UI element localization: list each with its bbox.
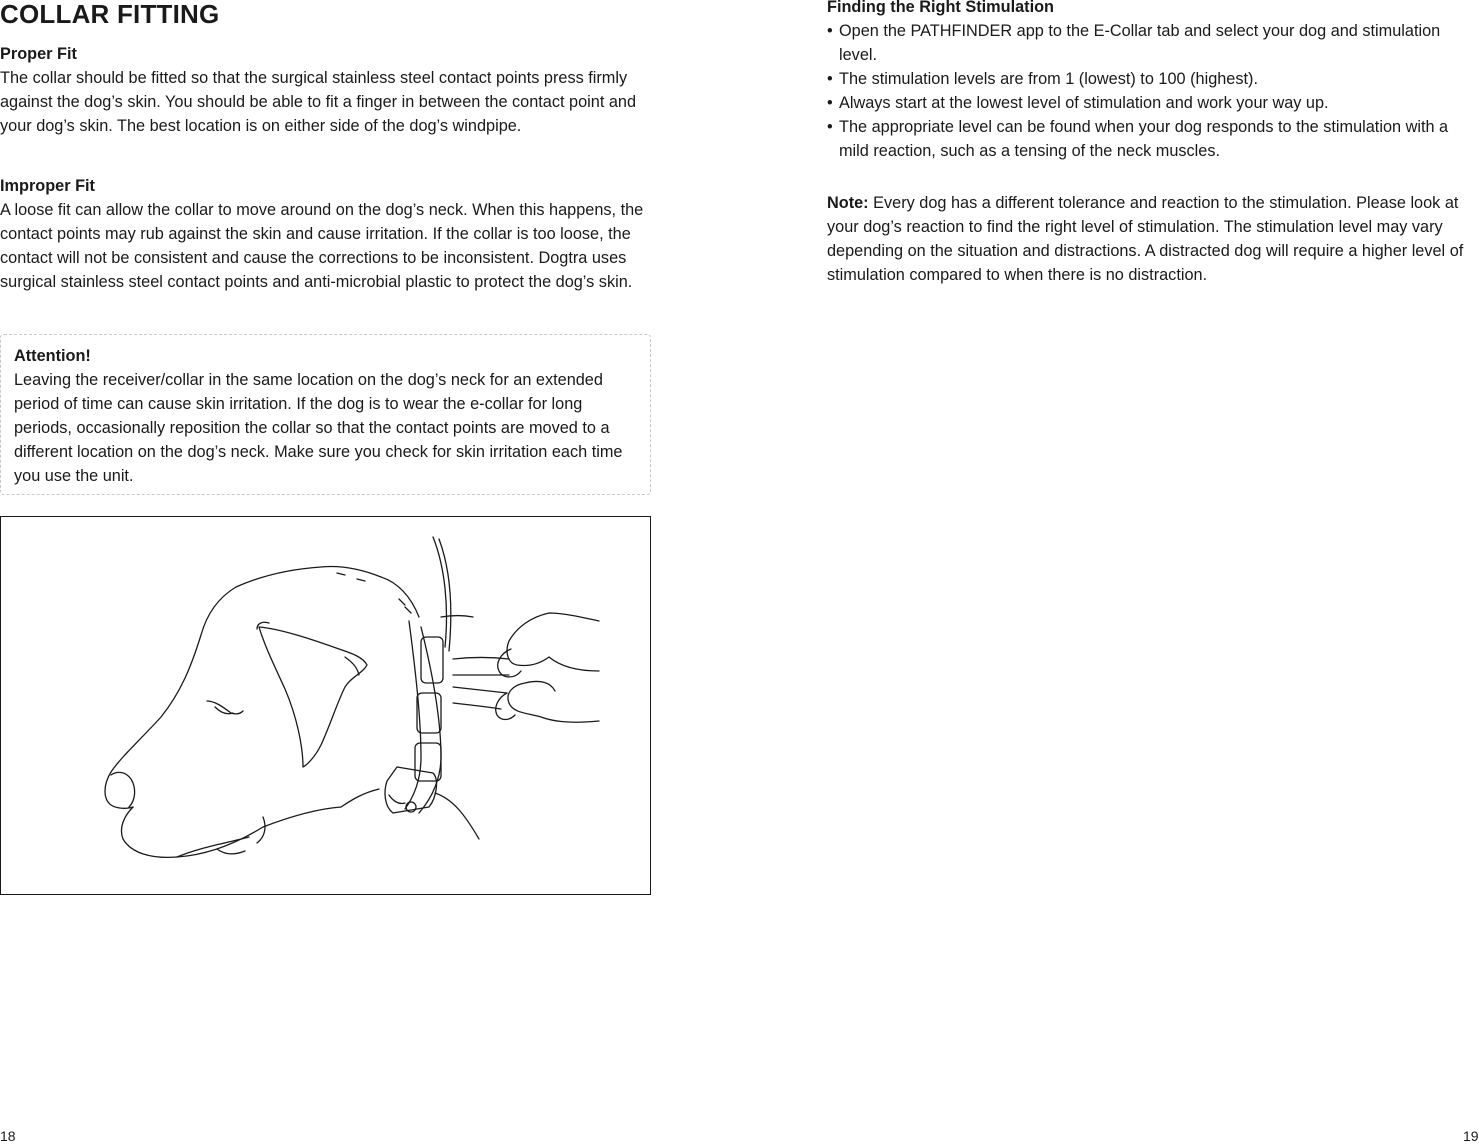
improper-fit-heading: Improper Fit [0, 177, 95, 195]
stimulation-bullet-list [827, 19, 1479, 163]
proper-fit-heading: Proper Fit [0, 45, 77, 63]
note-label: Note: [827, 194, 869, 213]
page-number-right: 19 [1463, 1128, 1479, 1144]
list-item: • Open the PATHFINDER app to the E-Collar tab and select your dog and stimulation level. [827, 19, 1479, 67]
left-page [0, 0, 651, 1144]
finding-stimulation-heading: Finding the Right Stimulation [827, 0, 1054, 16]
list-item: • The appropriate level can be found when your dog responds to the stimulation with a mild reaction, such as a tensing of the neck muscles. [827, 115, 1479, 163]
note-text: Every dog has a different tolerance and reaction to the stimulation. Please look at your dog’s reaction to find the right level of stimulation. The stimulation level may vary depending on the situation and distractions. A distracted dog will require a higher level of stimulation compared to when there is no distraction. [827, 194, 1464, 285]
list-item: • The stimulation levels are from 1 (lowest) to 100 (highest). [827, 67, 1479, 91]
collar-fitting-illustration [0, 516, 651, 895]
attention-heading: Attention! [14, 347, 91, 365]
proper-fit-text: The collar should be fitted so that the surgical stainless steel contact points press firmly against the dog’s skin. You should be able to fit a finger in between the contact point and your dog’s skin. The best location is on either side of the dog’s windpipe. [0, 69, 637, 135]
list-item: • Always start at the lowest level of stimulation and work your way up. [827, 91, 1479, 115]
dog-collar-drawing [1, 517, 650, 894]
page-title: COLLAR FITTING [0, 0, 220, 29]
proper-fit-section [0, 42, 651, 138]
page-number-left: 18 [0, 1128, 16, 1144]
right-page [827, 0, 1477, 1144]
improper-fit-text: A loose fit can allow the collar to move around on the dog’s neck. When this happens, the contact points may rub against the skin and cause irritation. If the collar is too loose, the contact will not be consistent and cause the corrections to be inconsistent. Dogtra uses surgical stainless steel contact points and anti-microbial plastic to protect the dog’s skin. [0, 201, 644, 291]
improper-fit-section [0, 174, 651, 294]
attention-box [0, 334, 651, 495]
attention-text: Leaving the receiver/collar in the same location on the dog’s neck for an extended period of time can cause skin irritation. If the dog is to wear the e-collar for long periods, occasionally reposition the collar so that the contact points are moved to a different location on the dog’s neck. Make sure you check for skin irritation each time you use the unit. [14, 371, 623, 485]
note-paragraph [827, 191, 1479, 287]
